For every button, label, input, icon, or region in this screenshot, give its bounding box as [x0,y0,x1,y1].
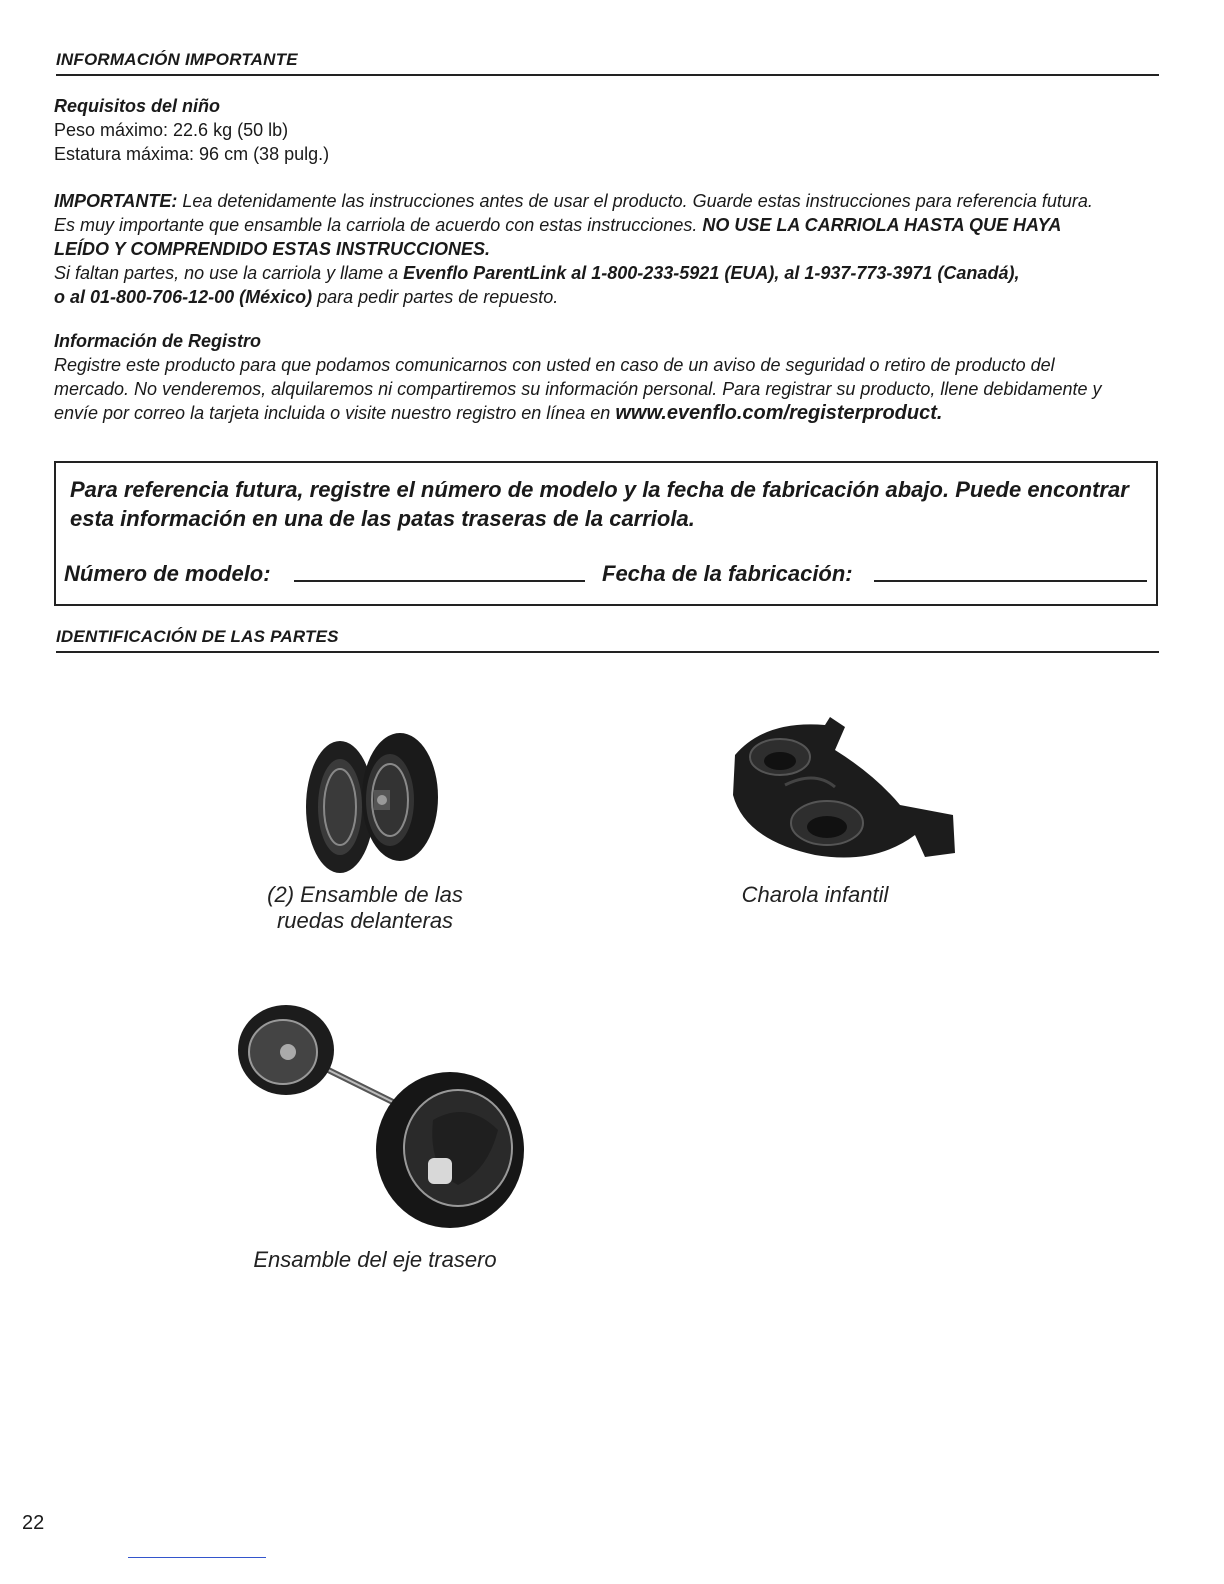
warning-text-a: NO USE LA CARRIOLA HASTA QUE HAYA [702,215,1062,235]
section-title-parts: IDENTIFICACIÓN DE LAS PARTES [56,627,1159,653]
section-title-important-info: INFORMACIÓN IMPORTANTE [56,50,1159,76]
important-label: IMPORTANTE: [54,191,178,211]
phone-numbers-b: o al 01-800-706-12-00 (México) [54,287,313,307]
caption-child-tray: Charola infantil [741,882,889,907]
page-number: 22 [22,1512,45,1534]
record-text-line2: esta información en una de las patas traseras de la carriola. [70,506,695,531]
registration-block [54,329,1164,425]
model-number-label: Número de modelo: [64,561,271,586]
caption-rear-axle: Ensamble del eje trasero [253,1247,497,1272]
phone-numbers-a: Evenflo ParentLink al 1-800-233-5921 (EUA), al 1-937-773-3971 (Canadá), [403,263,1020,283]
registration-heading: Información de Registro [54,331,262,351]
important-line2: Es muy importante que ensamble la carriola de acuerdo con estas instrucciones. [54,215,703,235]
manufacture-date-label: Fecha de la fabricación: [602,561,853,586]
rear-axle-icon [238,1000,530,1232]
registration-url[interactable]: www.evenflo.com/registerproduct. [615,402,943,424]
caption-front-wheels: (2) Ensamble de las ruedas delanteras [267,882,463,933]
child-tray-icon [725,715,957,865]
max-weight: Peso máximo: 22.6 kg (50 lb) [54,120,289,140]
requirements-block [54,94,329,166]
requirements-heading: Requisitos del niño [54,96,221,116]
missing-parts-b: para pedir partes de repuesto. [312,287,559,307]
registration-line3: envíe por correo la tarjeta incluida o visite nuestro registro en línea en [54,403,616,423]
record-text-line1: Para referencia futura, registre el número de modelo y la fecha de fabricación abajo. Puede encontrar [70,477,1129,502]
registration-line1: Registre este producto para que podamos comunicarnos con usted en caso de un aviso de seguridad o retiro de producto del [54,355,1055,375]
footer-divider [128,1557,266,1558]
registration-line2: mercado. No venderemos, alquilaremos ni compartiremos su información personal. Para registrar su producto, llene debidamente y [54,379,1102,399]
important-line1: Lea detenidamente las instrucciones antes de usar el producto. Guarde estas instrucciones para referencia futura. [177,191,1093,211]
max-height: Estatura máxima: 96 cm (38 pulg.) [54,144,330,164]
manufacture-date-line[interactable] [874,580,1147,582]
important-paragraph [54,189,1164,309]
warning-text-b: LEÍDO Y COMPRENDIDO ESTAS INSTRUCCIONES. [54,239,491,259]
missing-parts-a: Si faltan partes, no use la carriola y llame a [54,263,404,283]
record-box-text [70,475,1145,533]
front-wheels-icon [300,732,445,877]
model-number-line[interactable] [294,580,585,582]
